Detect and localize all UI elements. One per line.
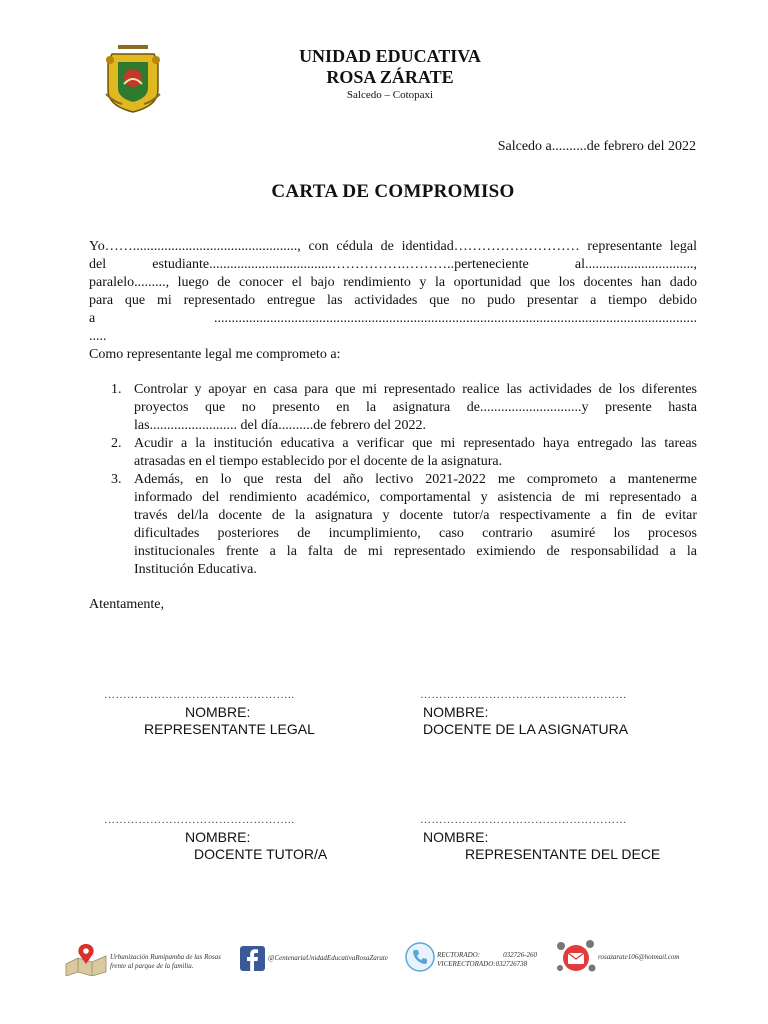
intro-text: Como representante legal me comprometo a: <box>89 347 341 362</box>
closing-text: Atentamente, <box>89 597 165 612</box>
item-line: informado del rendimiento académico, comportamental y asistencia de mi representado a <box>134 490 697 505</box>
signature-line-tutor: ………………………………………….. <box>104 814 295 826</box>
item-line: institucionales frente a la falta de mi representado eximiendo de responsabilidad a la <box>134 544 697 559</box>
paragraph-line: a .......................................................................................................................................... <box>89 311 697 326</box>
paragraph-line: del estudiante...................................…………….………..perteneciente al..............................., <box>89 257 697 272</box>
school-name-line1: UNIDAD EDUCATIVA <box>299 46 481 66</box>
list-item <box>111 381 697 435</box>
role-subject-teacher: DOCENTE DE LA ASIGNATURA <box>423 721 629 737</box>
name-label: NOMBRE: <box>185 704 251 720</box>
item-line: Institución Educativa. <box>134 562 257 577</box>
vice-rector-label: VICERECTORADO: <box>437 960 496 968</box>
vice-rector-phone: 032726738 <box>495 960 528 968</box>
name-label: NOMBRE: <box>423 829 489 845</box>
phone-numbers <box>437 951 537 969</box>
item-line: Además, en lo que resta del año lectivo 2021-2022 me comprometo a mantenerme <box>134 472 697 487</box>
school-crest-icon <box>104 44 162 114</box>
name-label: NOMBRE: <box>423 704 489 720</box>
role-dece: REPRESENTANTE DEL DECE <box>465 846 661 862</box>
facebook-icon <box>240 946 265 971</box>
list-item <box>111 471 697 579</box>
email-icon <box>555 938 597 976</box>
role-legal-representative: REPRESENTANTE LEGAL <box>144 721 315 737</box>
item-number: 3. <box>111 472 122 487</box>
document-title: CARTA DE COMPROMISO <box>271 181 515 202</box>
signature-line-dece: ……………………………………………… <box>420 814 627 826</box>
phone-icon <box>405 942 435 972</box>
school-name-line2: ROSA ZÁRATE <box>326 67 454 87</box>
facebook-handle: @CentenariaUnidadEducativaRosaZarate <box>268 954 388 962</box>
item-line: proyectos que no presento en la asignatura de.............................y presente hasta <box>134 400 697 415</box>
item-line: través del/la docente de la asignatura y docente tutor/a respectivamente a fin de evitar <box>134 508 697 523</box>
item-line: Controlar y apoyar en casa para que mi representado realice las actividades de los diferentes <box>134 382 697 397</box>
rector-label: RECTORADO: <box>437 951 481 959</box>
address-text <box>110 953 221 971</box>
paragraph-line: ..... <box>89 329 107 344</box>
address-line: Urbanización Rumipamba de las Rosas <box>110 953 221 961</box>
school-location: Salcedo – Cotopaxi <box>346 89 434 101</box>
role-tutor: DOCENTE TUTOR/A <box>194 846 328 862</box>
commitment-paragraph <box>89 238 697 346</box>
signature-line-subject-teacher: ……………………………………………… <box>420 689 627 701</box>
item-line: dificultades posteriores de incumplimiento, caso contrario asumiré los procesos <box>134 526 697 541</box>
item-line: atrasadas en el tiempo establecido por el docente de la asignatura. <box>134 454 503 469</box>
paragraph-line: para que mi representado entregue las actividades que no pudo presentar a tiempo debido <box>89 293 697 308</box>
list-item <box>111 435 697 471</box>
email-address: rosazarate106@hotmail.com <box>598 953 680 961</box>
address-line: frente al parque de la familia. <box>110 962 194 970</box>
rector-row <box>437 951 537 960</box>
paragraph-line: Yo……..............................................., con cédula de identidad……………………… representante legal <box>89 239 697 254</box>
vice-rector-row <box>437 960 537 969</box>
date-line: Salcedo a..........de febrero del 2022 <box>497 139 696 154</box>
commitments-list <box>111 381 697 579</box>
name-label: NOMBRE: <box>185 829 251 845</box>
item-line: las......................... del día..........de febrero del 2022. <box>134 418 426 433</box>
paragraph-line: paralelo........., luego de conocer el bajo rendimiento y la oportunidad que los docentes han dado <box>89 275 697 290</box>
map-pin-icon <box>64 942 108 976</box>
signature-line-legal: ………………………………………….. <box>104 689 295 701</box>
item-number: 2. <box>111 436 122 451</box>
item-line: Acudir a la institución educativa a verificar que mi representado haya entregado las tareas <box>134 436 697 451</box>
item-number: 1. <box>111 382 122 397</box>
rector-phone: 032726-260 <box>503 951 537 959</box>
